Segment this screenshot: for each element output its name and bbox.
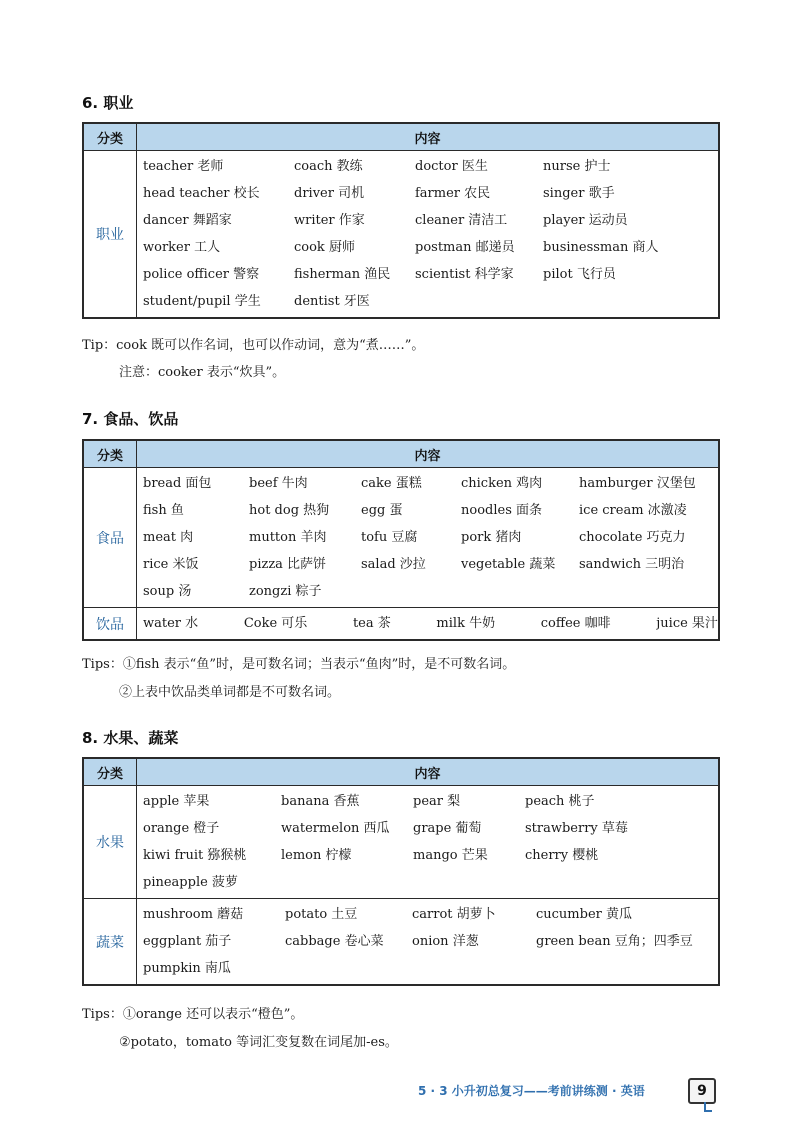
vocab-item: pizza 比萨饼	[249, 557, 327, 572]
vocab-item: cucumber 黄瓜	[536, 907, 632, 922]
row-category-label: 职业	[84, 151, 137, 317]
vocab-item: chocolate 巧克力	[579, 530, 686, 545]
vocab-item: kiwi fruit 猕猴桃	[143, 848, 247, 863]
table-row-occupations	[84, 151, 718, 317]
vocab-item: tofu 豆腐	[361, 530, 418, 545]
vocab-item: lemon 柠檬	[281, 848, 352, 863]
vocab-item: banana 香蕉	[281, 794, 360, 809]
header-category: 分类	[84, 441, 137, 467]
vocab-item: Coke 可乐	[243, 616, 308, 631]
vocab-item: pineapple 菠萝	[143, 875, 238, 890]
vocab-item: chicken 鸡肉	[461, 476, 543, 491]
vocab-item: singer 歌手	[543, 186, 615, 201]
table-header	[84, 759, 718, 786]
vocab-item: writer 作家	[294, 213, 365, 228]
vocab-item: carrot 胡萝卜	[412, 907, 496, 922]
vocab-item: strawberry 草莓	[525, 821, 628, 836]
vocab-item: cabbage 卷心菜	[285, 934, 384, 949]
vocab-item: egg 蛋	[361, 503, 403, 518]
vocab-item: water 水	[143, 616, 199, 631]
page-corner-decoration	[704, 1102, 712, 1112]
vocab-item: student/pupil 学生	[143, 294, 261, 309]
vocab-item: nurse 护士	[543, 159, 611, 174]
header-content: 内容	[414, 448, 441, 464]
page-number: 9	[688, 1078, 716, 1104]
vocab-item: cleaner 清洁工	[415, 213, 508, 228]
vocab-item: cherry 樱桃	[525, 848, 599, 863]
table-row-fruit	[84, 786, 718, 898]
vocab-item: eggplant 茄子	[143, 934, 232, 949]
row-category-label: 饮品	[84, 608, 137, 639]
section-title-fruit-vegetables: 8. 水果、蔬菜	[82, 729, 179, 747]
row-category-label: 水果	[84, 786, 137, 898]
vocab-item: peach 桃子	[525, 794, 595, 809]
vocab-item: dentist 牙医	[294, 294, 370, 309]
table-row-drinks	[84, 607, 718, 639]
tip-line: Tips：①fish 表示“鱼”时，是可数名词；当表示“鱼肉”时，是不可数名词。	[82, 657, 516, 672]
vocab-item: farmer 农民	[415, 186, 491, 201]
vocab-item: soup 汤	[143, 584, 192, 599]
word-list	[137, 899, 718, 984]
section-title-food-drinks: 7. 食品、饮品	[82, 410, 179, 428]
section-title-occupations: 6. 职业	[82, 94, 134, 112]
vocab-item: potato 土豆	[285, 907, 358, 922]
vocab-item: pear 梨	[413, 794, 461, 809]
vocab-item: dancer 舞蹈家	[143, 213, 232, 228]
vocab-item: salad 沙拉	[361, 557, 426, 572]
vocab-item: coach 教练	[294, 159, 363, 174]
vocab-item: orange 橙子	[143, 821, 220, 836]
vocab-item: hot dog 热狗	[249, 503, 330, 518]
vocab-item: scientist 科学家	[415, 267, 514, 282]
vocab-table-food-drinks	[82, 439, 720, 641]
vocab-item: apple 苹果	[143, 794, 210, 809]
tip-line: Tip：cook 既可以作名词，也可以作动词，意为“煮……”。	[82, 338, 425, 353]
vocab-item: fish 鱼	[143, 503, 184, 518]
vocab-item: fisherman 渔民	[294, 267, 391, 282]
header-category: 分类	[84, 759, 137, 785]
table-row-vegetables	[84, 898, 718, 984]
vocab-item: head teacher 校长	[143, 186, 260, 201]
vocab-item: businessman 商人	[543, 240, 659, 255]
vocab-item: pork 猪肉	[461, 530, 522, 545]
vocab-item: driver 司机	[294, 186, 365, 201]
vocab-item: vegetable 蔬菜	[461, 557, 556, 572]
vocab-item: meat 肉	[143, 530, 194, 545]
vocab-item: cake 蛋糕	[361, 476, 422, 491]
footer-series-title: 5 · 3 小升初总复习——考前讲练测 · 英语	[418, 1084, 645, 1098]
tip-line: ②上表中饮品类单词都是不可数名词。	[119, 685, 341, 700]
word-list	[137, 786, 718, 898]
vocab-item: pilot 飞行员	[543, 267, 616, 282]
vocab-item: milk 牛奶	[436, 616, 496, 631]
vocab-item: ice cream 冰激凌	[579, 503, 687, 518]
vocab-item: mutton 羊肉	[249, 530, 327, 545]
table-header	[84, 124, 718, 151]
vocab-item: grape 葡萄	[413, 821, 482, 836]
row-category-label: 蔬菜	[84, 899, 137, 984]
vocab-item: beef 牛肉	[249, 476, 308, 491]
tip-line: 注意：cooker 表示“炊具”。	[119, 365, 286, 380]
vocab-item: mushroom 蘑菇	[143, 907, 244, 922]
header-category: 分类	[84, 124, 137, 150]
vocab-item: watermelon 西瓜	[281, 821, 390, 836]
word-list	[137, 468, 718, 607]
vocab-item: juice 果汁	[656, 616, 718, 631]
vocab-item: police officer 警察	[143, 267, 260, 282]
tip-line: ②potato，tomato 等词汇变复数在词尾加-es。	[119, 1035, 398, 1050]
table-row-food	[84, 468, 718, 607]
vocab-item: player 运动员	[543, 213, 628, 228]
header-content: 内容	[414, 766, 441, 782]
vocab-item: onion 洋葱	[412, 934, 479, 949]
vocab-item: mango 芒果	[413, 848, 488, 863]
vocab-item: worker 工人	[143, 240, 221, 255]
vocab-item: green bean 豆角；四季豆	[536, 934, 693, 949]
vocab-item: tea 茶	[352, 616, 391, 631]
vocab-item: teacher 老师	[143, 159, 224, 174]
vocab-item: cook 厨师	[294, 240, 355, 255]
word-list	[137, 151, 718, 317]
vocab-item: noodles 面条	[461, 503, 543, 518]
vocab-item: zongzi 粽子	[249, 584, 322, 599]
vocab-table-fruit-vegetables	[82, 757, 720, 986]
word-list	[137, 608, 718, 639]
table-header	[84, 441, 718, 468]
header-content: 内容	[414, 131, 441, 147]
vocab-item: bread 面包	[143, 476, 212, 491]
vocab-item: coffee 咖啡	[540, 616, 611, 631]
vocab-item: doctor 医生	[415, 159, 488, 174]
vocab-table-occupations	[82, 122, 720, 319]
vocab-item: postman 邮递员	[415, 240, 515, 255]
tip-line: Tips：①orange 还可以表示“橙色”。	[82, 1007, 304, 1022]
vocab-item: pumpkin 南瓜	[143, 961, 231, 976]
vocab-item: sandwich 三明治	[579, 557, 685, 572]
vocab-item: rice 米饭	[143, 557, 199, 572]
vocab-item: hamburger 汉堡包	[579, 476, 696, 491]
row-category-label: 食品	[84, 468, 137, 607]
